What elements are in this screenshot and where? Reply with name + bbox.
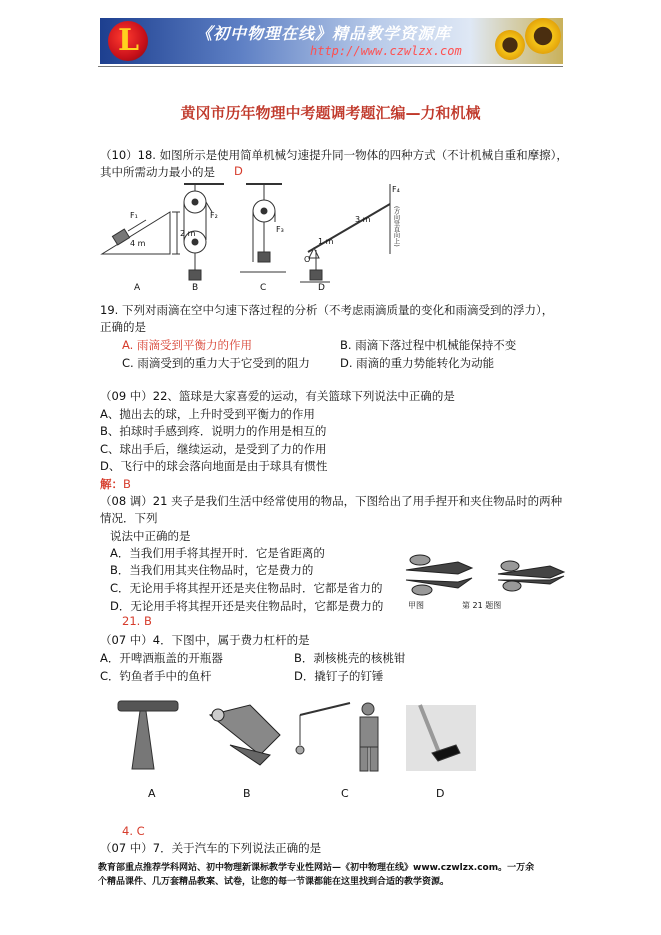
q1-4m-label: 4 m bbox=[130, 239, 146, 248]
q5-fig-label-b: B bbox=[243, 787, 251, 800]
q2-option-a-text: A. 雨滴受到平衡力的作用 bbox=[122, 338, 252, 352]
q3-option-a: A、抛出去的球，上升时受到平衡力的作用 bbox=[100, 407, 315, 421]
q1-3m-label: 3 m bbox=[355, 215, 371, 224]
q4-option-c: C．无论用手将其捏开还是夹住物品时．它都是省力的 bbox=[110, 581, 383, 595]
q2-line1: 19. 下列对雨滴在空中匀速下落过程的分析（不考虑雨滴质量的变化和雨滴受到的浮力）， bbox=[100, 303, 554, 317]
banner-title: 《初中物理在线》精品教学资源库 bbox=[196, 24, 452, 43]
q1-fig-label-a: A bbox=[134, 283, 141, 293]
q5-option-d: D．撬钉子的钉锤 bbox=[294, 669, 384, 683]
q4-option-b: B．当我们用其夹住物品时，它是费力的 bbox=[110, 563, 314, 577]
q4-answer: 21. B bbox=[122, 614, 152, 628]
q1-fig-label-d: D bbox=[318, 283, 325, 293]
q4-line2: 情况．下列 bbox=[100, 511, 158, 525]
page-title: 黄冈市历年物理中考题调考题汇编—力和机械 bbox=[180, 104, 481, 122]
q4-option-d: D．无论用手将其捏开还是夹住物品时，它都是费力的 bbox=[110, 599, 384, 613]
q3-line1: （09 中）22、篮球是大家喜爱的运动，有关篮球下列说法中正确的是 bbox=[100, 389, 455, 403]
q1-f4-label: F₄ bbox=[392, 185, 400, 194]
site-logo-letter: L bbox=[118, 23, 140, 58]
q6-line1: （07 中）7．关于汽车的下列说法正确的是 bbox=[100, 841, 322, 855]
q5-option-b: B．剥核桃壳的核桃钳 bbox=[294, 651, 406, 665]
q2-option-d: D. 雨滴的重力势能转化为动能 bbox=[340, 356, 495, 370]
q5-option-c: C．钓鱼者手中的鱼杆 bbox=[100, 669, 212, 683]
q4-fig-caption: 第 21 题图 bbox=[462, 601, 502, 610]
q1-answer: D bbox=[234, 164, 243, 178]
q4-clip-figure bbox=[400, 548, 568, 612]
q1-f1-label: F₁ bbox=[130, 211, 138, 220]
q1-f3-label: F₃ bbox=[276, 225, 284, 234]
q2-option-c: C. 雨滴受到的重力大于它受到的阻力 bbox=[122, 356, 310, 370]
q5-fig-label-c: C bbox=[341, 787, 349, 800]
sunflower-icon bbox=[525, 18, 561, 54]
q3-option-d: D、飞行中的球会落向地面是由于球具有惯性 bbox=[100, 459, 328, 473]
site-banner bbox=[100, 18, 563, 64]
q1-fig-label-c: C bbox=[260, 283, 267, 293]
q1-o-label: O bbox=[304, 255, 311, 264]
header-divider bbox=[98, 66, 563, 67]
sunflower-icon bbox=[495, 30, 525, 60]
q5-answer: 4. C bbox=[122, 824, 145, 838]
q5-fig-label-a: A bbox=[148, 787, 156, 800]
q4-line3: 说法中正确的是 bbox=[110, 529, 191, 543]
q5-levers-figure bbox=[110, 695, 480, 775]
q5-line1: （07 中）4．下图中，属于费力杠杆的是 bbox=[100, 633, 310, 647]
q4-fig-left-label: 甲图 bbox=[408, 601, 424, 610]
q1-2m-label: 2 m bbox=[180, 229, 196, 238]
q3-answer bbox=[100, 476, 131, 492]
footer-line1: 教育部重点推荐学科网站、初中物理新课标教学专业性网站—《初中物理在线》www.czwlzx.com。一万余 bbox=[98, 863, 535, 873]
q2-option-a bbox=[122, 337, 252, 353]
q1-machines-figure bbox=[100, 182, 560, 294]
q1-direction-label: (方向竖直向上) bbox=[392, 206, 400, 247]
q4-option-a: A．当我们用手将其捏开时．它是省距离的 bbox=[110, 546, 325, 560]
q2-line2: 正确的是 bbox=[100, 320, 146, 334]
page-footer bbox=[98, 861, 568, 889]
q1-1m-label: 1 m bbox=[318, 237, 334, 246]
footer-line2: 个精品课件、几万套精品教案、试卷，让您的每一节课都能在这里找到合适的教学资源。 bbox=[98, 877, 450, 887]
q5-fig-label-d: D bbox=[436, 787, 445, 800]
q3-answer-label: 解： bbox=[100, 477, 123, 491]
q1-fig-label-b: B bbox=[192, 283, 199, 293]
q1-f2-label: F₂ bbox=[210, 211, 218, 220]
q3-option-c: C、球出手后，继续运动，是受到了力的作用 bbox=[100, 442, 327, 456]
q2-option-b: B. 雨滴下落过程中机械能保持不变 bbox=[340, 338, 517, 352]
q1-line2: 其中所需动力最小的是 bbox=[100, 165, 215, 179]
q5-option-a: A．开啤酒瓶盖的开瓶器 bbox=[100, 651, 223, 665]
banner-url[interactable]: http://www.czwlzx.com bbox=[310, 44, 462, 58]
q1-line1: （10）18. 如图所示是使用简单机械匀速提升同一物体的四种方式（不计机械自重和摩擦）， bbox=[100, 148, 568, 162]
q3-option-b: B、拍球时手感到疼．说明力的作用是相互的 bbox=[100, 424, 327, 438]
q3-answer-value: B bbox=[123, 477, 131, 491]
q4-line1: （08 调）21 夹子是我们生活中经常使用的物品，下图给出了用手捏开和夹住物品时的两种 bbox=[100, 494, 563, 508]
